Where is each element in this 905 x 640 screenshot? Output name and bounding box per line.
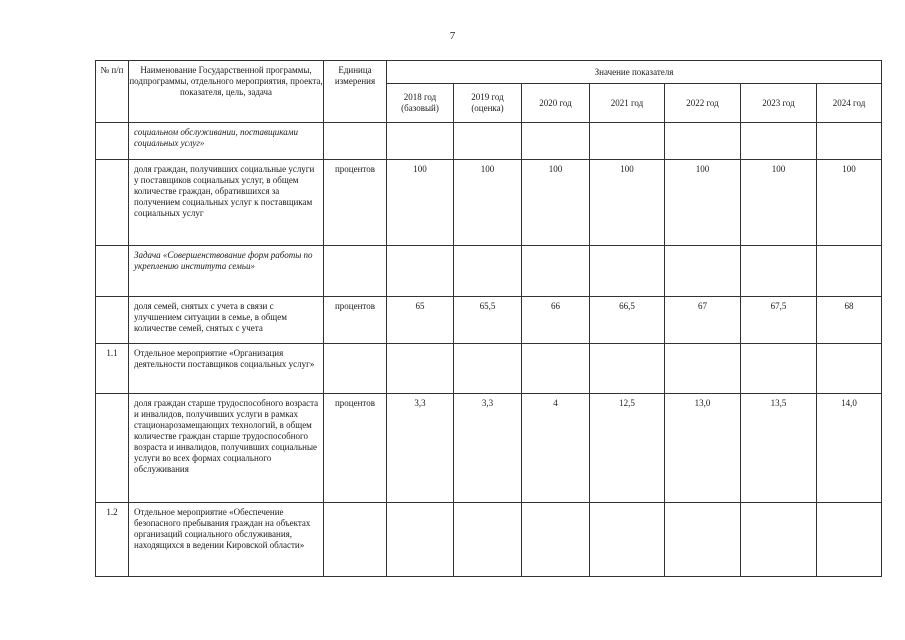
value-2022: 13,0	[665, 394, 741, 503]
value-2018	[387, 123, 454, 160]
row-number: 1.1	[96, 344, 129, 394]
header-year-2018: 2018 год (базовый)	[387, 84, 454, 123]
value-2024: 100	[817, 160, 882, 246]
row-unit	[324, 246, 387, 297]
header-year-2021: 2021 год	[590, 84, 665, 123]
value-2023	[741, 246, 817, 297]
value-2019	[454, 503, 522, 577]
value-2019	[454, 344, 522, 394]
value-2022	[665, 123, 741, 160]
table-row	[96, 394, 882, 503]
value-2024: 14,0	[817, 394, 882, 503]
row-unit: процентов	[324, 394, 387, 503]
value-2018	[387, 503, 454, 577]
row-name: Задача «Совершенствование форм работы по укреплению института семьи»	[129, 246, 324, 297]
value-2022	[665, 246, 741, 297]
indicators-table	[95, 60, 882, 577]
value-2024: 68	[817, 297, 882, 344]
row-name: социальном обслуживании, поставщиками социальных услуг»	[129, 123, 324, 160]
row-name: доля граждан, получивших социальные услуги у поставщиков социальных услуг, в общем количестве граждан, обратившихся за получением социальных услуг к поставщикам социальных услуг	[129, 160, 324, 246]
value-2018: 3,3	[387, 394, 454, 503]
row-number	[96, 246, 129, 297]
value-2018: 65	[387, 297, 454, 344]
value-2021	[590, 503, 665, 577]
value-2020: 100	[522, 160, 590, 246]
value-2023: 100	[741, 160, 817, 246]
row-unit	[324, 503, 387, 577]
value-2024	[817, 503, 882, 577]
table-row	[96, 160, 882, 246]
value-2020	[522, 503, 590, 577]
value-2021	[590, 123, 665, 160]
table-row	[96, 344, 882, 394]
value-2021: 100	[590, 160, 665, 246]
value-2019	[454, 246, 522, 297]
row-name: Отдельное мероприятие «Организация деятельности поставщиков социальных услуг»	[129, 344, 324, 394]
value-2020	[522, 246, 590, 297]
value-2023: 67,5	[741, 297, 817, 344]
value-2022: 100	[665, 160, 741, 246]
header-indicator-value: Значение показателя	[387, 61, 882, 84]
row-unit	[324, 123, 387, 160]
value-2022: 67	[665, 297, 741, 344]
value-2019: 65,5	[454, 297, 522, 344]
value-2023	[741, 503, 817, 577]
value-2024	[817, 344, 882, 394]
header-year-2024: 2024 год	[817, 84, 882, 123]
header-unit: Единица измерения	[324, 61, 387, 123]
value-2021: 12,5	[590, 394, 665, 503]
value-2018: 100	[387, 160, 454, 246]
page-number: 7	[449, 30, 456, 42]
header-num: № п/п	[96, 61, 129, 123]
table-row	[96, 297, 882, 344]
row-number: 1.2	[96, 503, 129, 577]
value-2020: 66	[522, 297, 590, 344]
value-2018	[387, 246, 454, 297]
value-2021	[590, 344, 665, 394]
header-year-2023: 2023 год	[741, 84, 817, 123]
row-number	[96, 394, 129, 503]
value-2023	[741, 123, 817, 160]
row-unit	[324, 344, 387, 394]
value-2019	[454, 123, 522, 160]
row-name: доля граждан старше трудоспособного возраста и инвалидов, получивших услуги в рамках стационарозамещающих технологий, в общем количестве граждан старше трудоспособного возраста и инвалидов, получивших социальные услуги во всех формах социального обслуживания	[129, 394, 324, 503]
value-2020	[522, 344, 590, 394]
row-unit: процентов	[324, 160, 387, 246]
value-2020	[522, 123, 590, 160]
value-2019: 100	[454, 160, 522, 246]
row-name: доля семей, снятых с учета в связи с улучшением ситуации в семье, в общем количестве семей, снятых с учета	[129, 297, 324, 344]
value-2020: 4	[522, 394, 590, 503]
header-year-2019: 2019 год (оценка)	[454, 84, 522, 123]
table-row	[96, 503, 882, 577]
value-2024	[817, 123, 882, 160]
header-year-2022: 2022 год	[665, 84, 741, 123]
row-unit: процентов	[324, 297, 387, 344]
table-row	[96, 246, 882, 297]
value-2021	[590, 246, 665, 297]
value-2023: 13,5	[741, 394, 817, 503]
value-2021: 66,5	[590, 297, 665, 344]
value-2019: 3,3	[454, 394, 522, 503]
row-number	[96, 123, 129, 160]
header-year-2020: 2020 год	[522, 84, 590, 123]
table-row	[96, 123, 882, 160]
value-2018	[387, 344, 454, 394]
value-2022	[665, 503, 741, 577]
row-name: Отдельное мероприятие «Обеспечение безопасного пребывания граждан на объектах организаций социального обслуживания, находящихся в ведении Кировской области»	[129, 503, 324, 577]
value-2022	[665, 344, 741, 394]
value-2024	[817, 246, 882, 297]
row-number	[96, 160, 129, 246]
row-number	[96, 297, 129, 344]
header-name: Наименование Государственной программы, подпрограммы, отдельного мероприятия, проекта, показателя, цель, задача	[129, 61, 324, 123]
value-2023	[741, 344, 817, 394]
